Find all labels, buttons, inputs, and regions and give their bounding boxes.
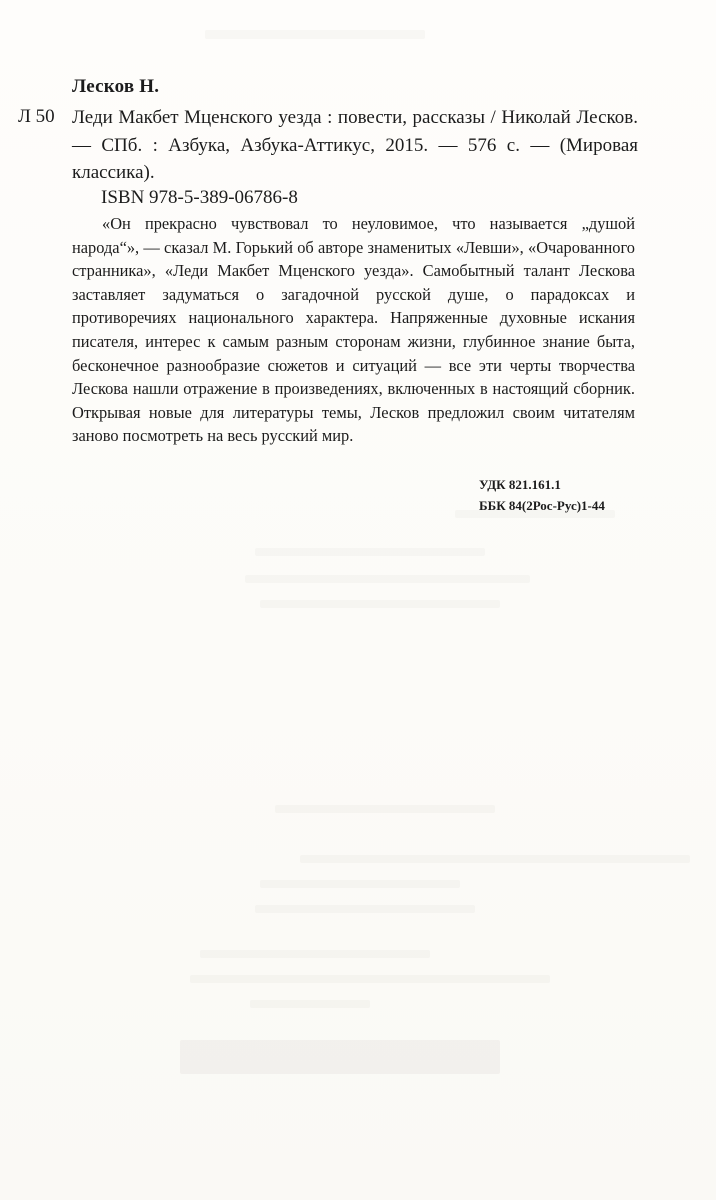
show-through-line [255, 548, 485, 556]
show-through-line [300, 855, 690, 863]
show-through-line [260, 880, 460, 888]
show-through-line [250, 1000, 370, 1008]
catalog-index: Л 50 [18, 106, 55, 127]
isbn: ISBN 978-5-389-06786-8 [101, 187, 298, 208]
annotation: «Он прекрасно чувствовал то неуловимое, что называется „душой народа“», — сказал М. Горький об авторе знаменитых «Левши», «Очарованного странника», «Леди Макбет Мценского уезда». Самобытный талант Лескова заставляет задуматься о загадочной русской душе, о парадоксах и противоречиях национального характера. Напряженные духовные искания писателя, интерес к самым разным сторонам жизни, глубинное знание быта, бесконечное разнообразие сюжетов и ситуаций — все эти черты творчества Лескова нашли отражение в произведениях, включенных в настоящий сборник. Открывая новые для литературы темы, Лесков предложил своим читателям заново посмотреть на весь русский мир. [72, 214, 635, 446]
show-through-block [180, 1040, 500, 1074]
show-through-line [200, 950, 430, 958]
show-through-line [260, 600, 500, 608]
show-through-line [245, 575, 530, 583]
author-heading: Лесков Н. [72, 76, 160, 97]
bibliographic-entry: Леди Макбет Мценского уезда : повести, рассказы / Николай Лесков. — СПб. : Азбука, Азбука-Аттикус, 2015. — 576 с. — (Мировая классика). [72, 107, 638, 183]
udk-code: УДК 821.161.1 [479, 477, 561, 492]
bbk-code: ББК 84(2Рос-Рус)1-44 [479, 498, 605, 513]
show-through-line [255, 905, 475, 913]
show-through-line [275, 805, 495, 813]
show-through-line [205, 30, 425, 39]
show-through-line [190, 975, 550, 983]
